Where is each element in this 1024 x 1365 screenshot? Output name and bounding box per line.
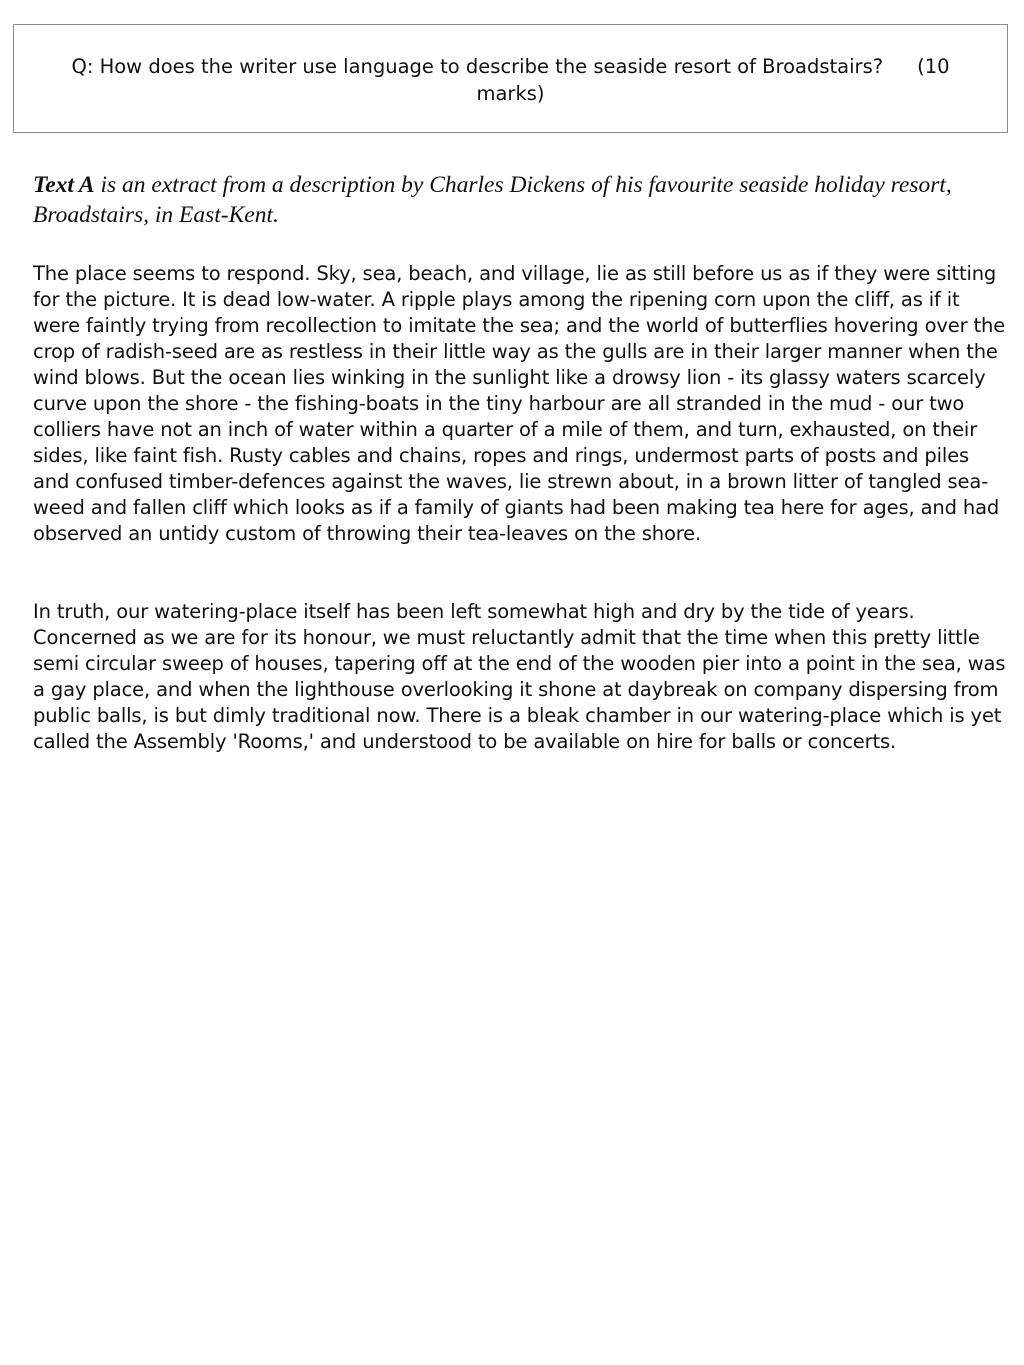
question-text	[14, 53, 1007, 107]
text-intro	[33, 170, 1003, 230]
extract-paragraph-1: The place seems to respond. Sky, sea, beach, and village, lie as still before us as if they were sitting for the picture. It is dead low-water. A ripple plays among the ripening corn upon the cliff, as if it were faintly trying from recollection to imitate the sea; and the world of butterflies hovering over the crop of radish-seed are as restless in their little way as the gulls are in their larger manner when the wind blows. But the ocean lies winking in the sunlight like a drowsy lion - its glassy waters scarcely curve upon the shore - the fishing-boats in the tiny harbour are all stranded in the mud - our two colliers have not an inch of water within a quarter of a mile of them, and turn, exhausted, on their sides, like faint fish. Rusty cables and chains, ropes and rings, undermost parts of posts and piles and confused timber-defences against the waves, lie strewn about, in a brown litter of tangled sea-weed and fallen cliff which looks as if a family of giants had been making tea here for ages, and had observed an untidy custom of throwing their tea-leaves on the shore.	[33, 262, 1006, 545]
text-label: Text A	[33, 172, 95, 198]
question-marks: (10 marks)	[476, 55, 950, 105]
question-box	[13, 24, 1008, 133]
extract-paragraph-2: In truth, our watering-place itself has been left somewhat high and dry by the tide of years. Concerned as we are for its honour, we must reluctantly admit that the time when this pretty little semi circular sweep of houses, tapering off at the end of the wooden pier into a point in the sea, was a gay place, and when the lighthouse overlooking it shone at daybreak on company dispersing from public balls, is but dimly traditional now. There is a bleak chamber in our watering-place which is yet called the Assembly 'Rooms,' and understood to be available on hire for balls or concerts.	[33, 600, 1006, 753]
question-prompt: Q: How does the writer use language to describe the seaside resort of Broadstairs?	[71, 55, 884, 78]
intro-description: is an extract from a description by Charles Dickens of his favourite seaside holiday resort, Broadstairs, in East-Kent.	[33, 172, 952, 228]
